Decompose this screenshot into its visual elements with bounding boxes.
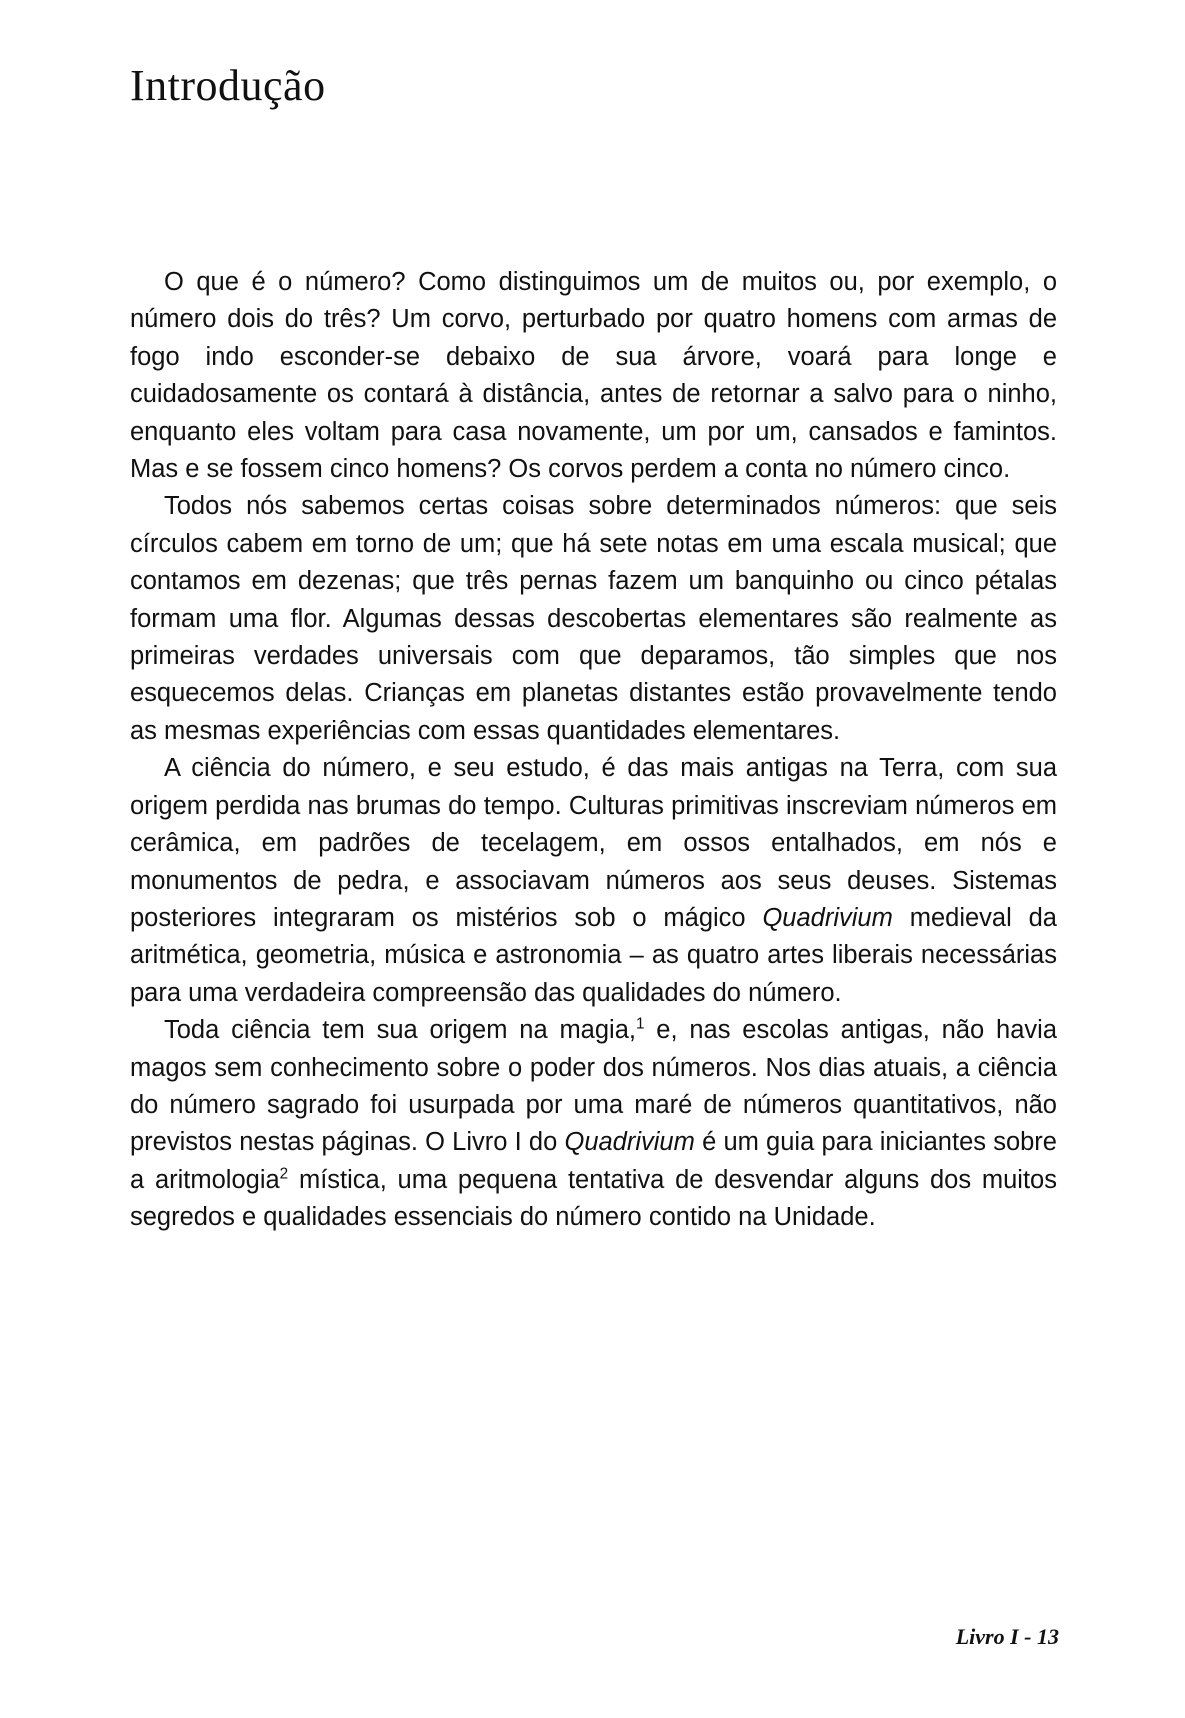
quadrivium-term: Quadrivium: [762, 903, 893, 932]
paragraph-1: [130, 264, 1057, 488]
footnote-ref-2: 2: [279, 1165, 289, 1183]
body-text: [130, 264, 1057, 1237]
paragraph-4: [130, 1012, 1057, 1236]
paragraph-4-text-b: e, nas escolas antigas, não havia magos sem conhecimento sobre o poder dos números. Nos dias atuais, a ciência do número sagrado foi usurpada por uma maré de números quantitativos, não previstos nestas páginas. O Livro I do: [130, 1016, 1057, 1157]
quadrivium-term: Quadrivium: [564, 1128, 695, 1157]
paragraph-3: [130, 750, 1057, 1012]
paragraph-4-text-a: Toda ciência tem sua origem na magia,: [164, 1016, 636, 1045]
page-footer: Livro I - 13: [955, 1624, 1059, 1649]
paragraph-3-text-b: medieval da aritmética, geometria, música e astronomia – as quatro artes liberais necessárias para uma verdadeira compreensão das qualidades do número.: [130, 903, 1057, 1007]
paragraph-2-text: Todos nós sabemos certas coisas sobre determinados números: que seis círculos cabem em torno de um; que há sete notas em uma escala musical; que contamos em dezenas; que três pernas fazem um banquinho ou cinco pétalas formam uma flor. Algumas dessas descobertas elementares são realmente as primeiras verdades universais com que deparamos, tão simples que nos esquecemos delas. Crianças em planetas distantes estão provavelmente tendo as mesmas experiências com essas quantidades elementares.: [130, 492, 1057, 745]
paragraph-4-text-c: é um guia para iniciantes sobre a aritmologia: [130, 1128, 1057, 1194]
paragraph-1-text: O que é o número? Como distinguimos um de muitos ou, por exemplo, o número dois do três? Um corvo, perturbado por quatro homens com armas de fogo indo esconder-se debaixo de sua árvore, voará para longe e cuidadosamente os contará à distância, antes de retornar a salvo para o ninho, enquanto eles voltam para casa novamente, um por um, cansados e famintos. Mas e se fossem cinco homens? Os corvos perdem a conta no número cinco.: [130, 268, 1057, 484]
footnote-ref-1: 1: [635, 1015, 645, 1033]
paragraph-3-text-a: A ciência do número, e seu estudo, é das mais antigas na Terra, com sua origem perdida nas brumas do tempo. Culturas primitivas inscreviam números em cerâmica, em padrões de tecelagem, em ossos entalhados, em nós e monumentos de pedra, e associavam números aos seus deuses. Sistemas posteriores integraram os mistérios sob o mágico: [130, 754, 1057, 932]
paragraph-4-text-d: mística, uma pequena tentativa de desvendar alguns dos muitos segredos e qualidades essenciais do número contido na Unidade.: [130, 1165, 1057, 1232]
page-title: Introdução: [130, 61, 326, 110]
paragraph-2: [130, 488, 1057, 750]
